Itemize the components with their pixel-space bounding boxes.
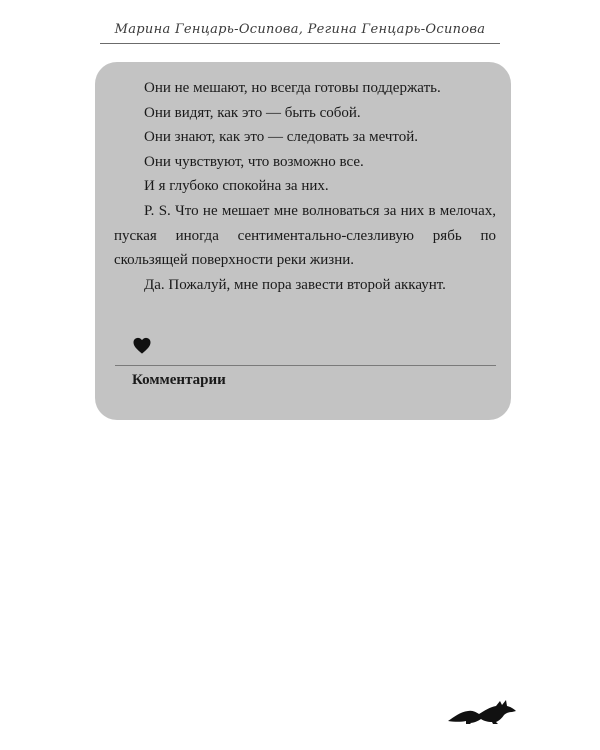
post-paragraph: Они не мешают, но всегда готовы поддержать. (144, 80, 441, 96)
post-card (95, 62, 511, 420)
post-paragraph: Они видят, как это — быть собой. (144, 104, 361, 121)
post-paragraph: Да. Пожалуй, мне пора завести второй аккаунт. (144, 276, 446, 293)
post-paragraph: И я глубоко спокойна за них. (144, 178, 329, 195)
post-paragraph: P. S. Что не мешает мне волноваться за них в мелочах, пуская иногда сентиментально-слезливую рябь по скользящей поверхности реки жизни. (114, 202, 496, 269)
post-paragraph: Они чувствуют, что возможно все. (144, 153, 364, 170)
post-paragraph: Они знают, как это — следовать за мечтой. (144, 129, 419, 146)
heart-icon[interactable] (132, 336, 152, 356)
post-body (114, 76, 496, 297)
comments-link[interactable]: Комментарии (132, 372, 226, 388)
comments-divider (115, 365, 496, 366)
fox-logo (446, 697, 518, 725)
running-header-authors: Марина Генцарь-Осипова, Регина Генцарь-Осипова (114, 22, 486, 37)
header-divider (100, 43, 500, 44)
